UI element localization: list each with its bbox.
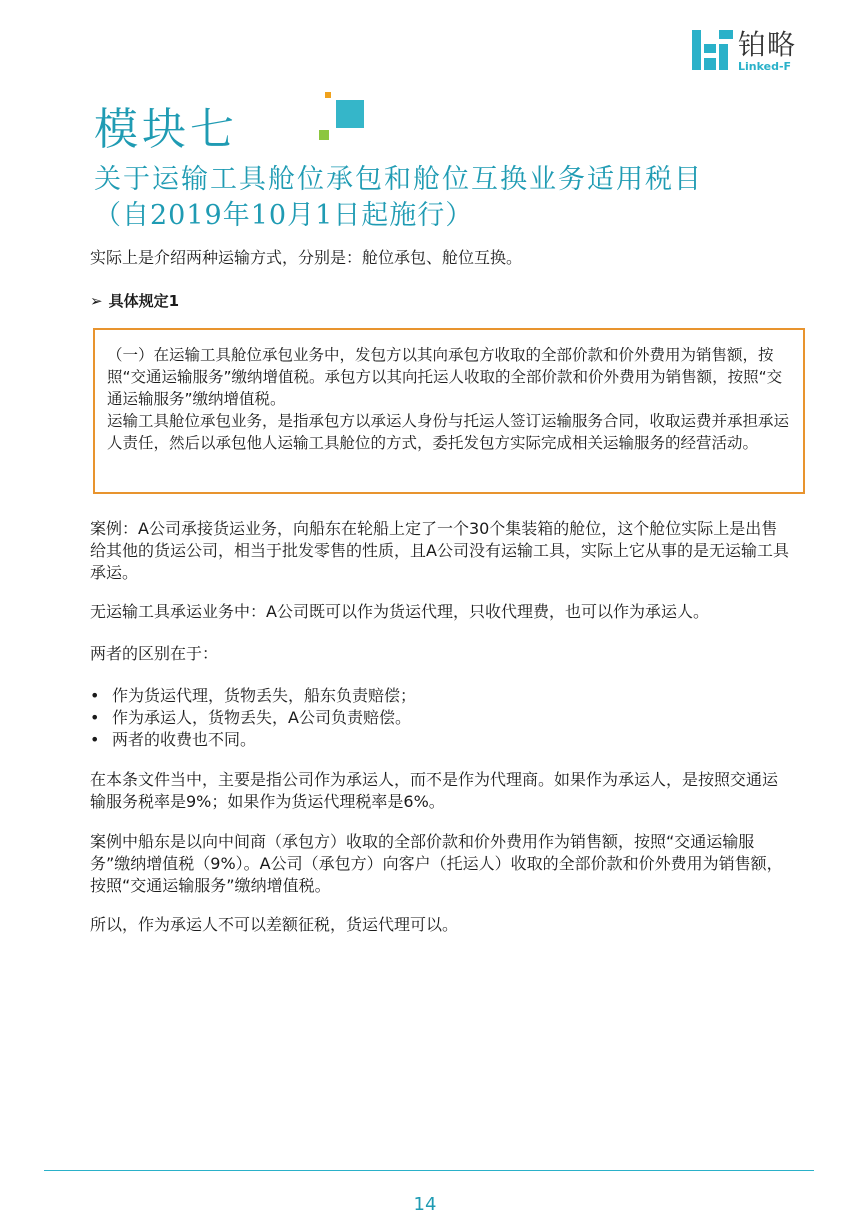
difference-paragraph: 两者的区别在于： (90, 644, 219, 663)
section-heading (90, 290, 179, 312)
logo (692, 30, 796, 73)
list-item: • 两者的收费也不同。 (90, 729, 790, 751)
page-number: 14 (413, 1194, 437, 1215)
module-subtitle: 关于运输工具舱位承包和舱位互换业务适用税目 (94, 164, 703, 195)
difference-list (90, 685, 790, 751)
module-title: 模块七 (94, 104, 238, 155)
conclusion-paragraph: 所以，作为承运人不可以差额征税，货运代理可以。 (90, 915, 459, 934)
decorative-square-teal (336, 100, 364, 128)
logo-chinese-text: 铂略 (738, 28, 797, 61)
list-item: • 作为货运代理，货物丢失，船东负责赔偿； (90, 685, 790, 707)
intro-paragraph: 实际上是介绍两种运输方式，分别是：舱位承包、舱位互换。 (90, 248, 523, 267)
case-paragraph: 案例：A公司承接货运业务，向船东在轮船上定了一个30个集装箱的舱位，这个舱位实际上是出售给其他的货运公司，相当于批发零售的性质，且A公司没有运输工具，实际上它从事的是无运输工具承运。 (90, 519, 789, 582)
logo-english-text: Linked-F (738, 60, 792, 73)
decorative-square-orange (325, 92, 331, 98)
arrow-bullet-icon: ➢ (90, 292, 103, 310)
module-effective-date: （自2019年10月1日起施行） (94, 200, 474, 231)
regulation-box (93, 328, 805, 494)
section-heading-label: 具体规定1 (108, 292, 180, 310)
in-doc-paragraph: 在本条文件当中，主要是指公司作为承运人，而不是作为代理商。如果作为承运人，是按照交通运输服务税率是9%；如果作为货运代理税率是6%。 (90, 770, 779, 811)
list-item: • 作为承运人，货物丢失，A公司负责赔偿。 (90, 707, 790, 729)
no-tool-paragraph: 无运输工具承运业务中：A公司既可以作为货运代理，只收代理费，也可以作为承运人。 (90, 602, 709, 621)
footer-divider (44, 1170, 814, 1171)
regulation-paragraph: 运输工具舱位承包业务，是指承包方以承运人身份与托运人签订运输服务合同，收取运费并承担承运人责任，然后以承包他人运输工具舱位的方式，委托发包方实际完成相关运输服务的经营活动。 (107, 412, 790, 452)
decorative-square-green (319, 130, 329, 140)
regulation-paragraph: （一）在运输工具舱位承包业务中，发包方以其向承包方收取的全部价款和价外费用为销售额，按照“交通运输服务”缴纳增值税。承包方以其向托运人收取的全部价款和价外费用为销售额，按照“交通运输服务”缴纳增值税。 (107, 346, 783, 408)
case2-paragraph: 案例中船东是以向中间商（承包方）收取的全部价款和价外费用作为销售额，按照“交通运输服务”缴纳增值税（9%）。A公司（承包方）向客户（托运人）收取的全部价款和价外费用为销售额，按照“交通运输服务”缴纳增值税。 (90, 832, 783, 895)
logo-mark-icon (692, 30, 734, 72)
